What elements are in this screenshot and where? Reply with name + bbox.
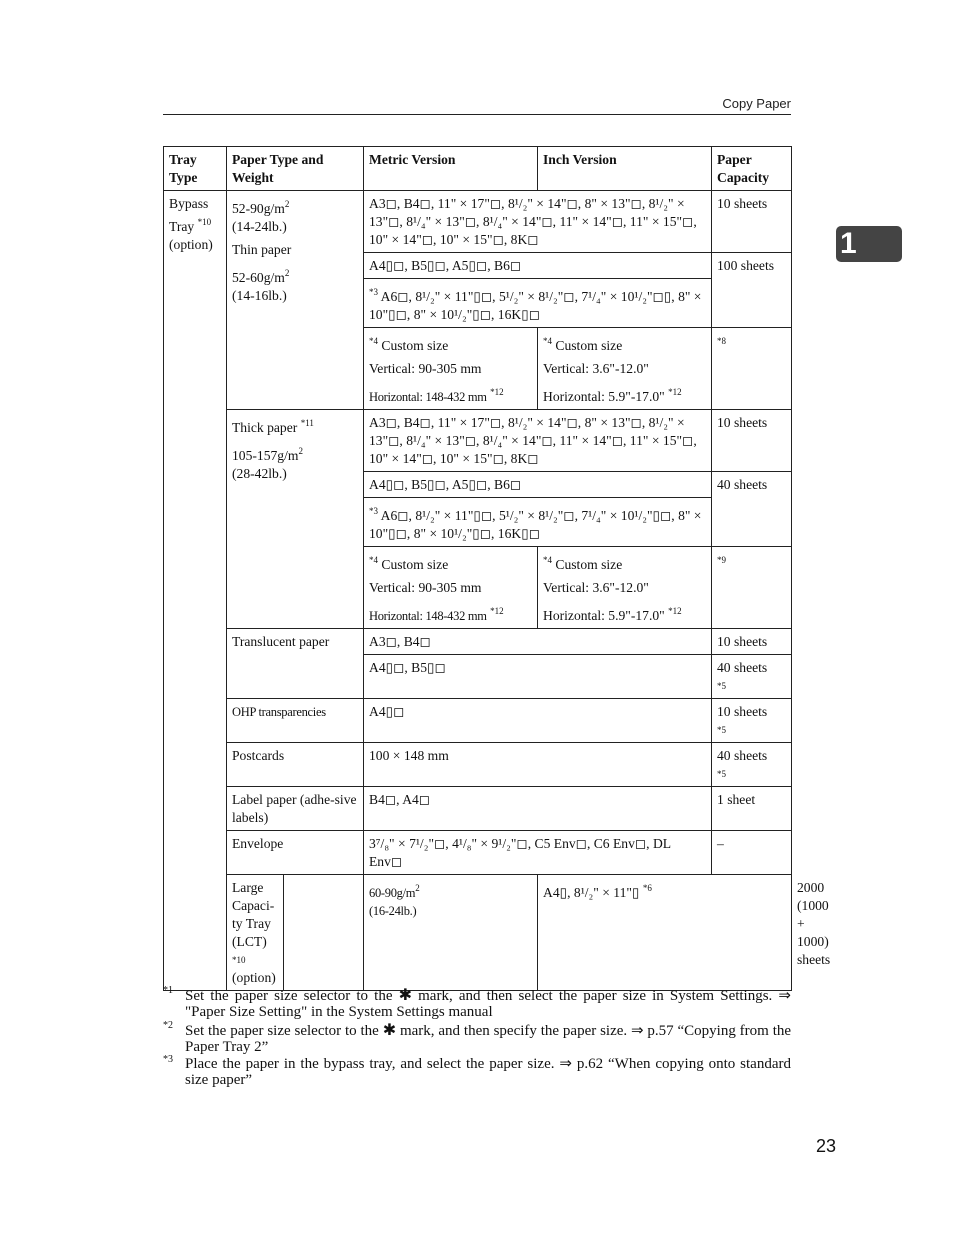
thick-custom-capacity-cell — [712, 547, 792, 629]
postcard-capacity-cell — [712, 743, 792, 787]
thick-custom-inch-horizontal: Horizontal: 5.9"-17.0" — [543, 608, 665, 623]
footnote-2-mark: *2 — [163, 1020, 173, 1031]
thick-weight: 105-157g/m — [232, 448, 299, 463]
thick-sizes-2: A4▯◻, B5▯◻, A5▯◻, B6◻ — [364, 472, 712, 498]
label-paper-capacity: 1 sheet — [712, 787, 792, 831]
table-row — [164, 831, 792, 875]
custom-metric-horizontal: Horizontal: 148-432 mm — [369, 390, 487, 404]
table-row — [164, 629, 792, 655]
header-inch: Inch Version — [538, 147, 712, 191]
postcard-capacity-note: *5 — [717, 769, 726, 779]
table-row — [164, 787, 792, 831]
thin-weight-unit: 2 — [284, 268, 290, 278]
postcard-label: Postcards — [227, 743, 364, 787]
lct-weight-cell — [364, 875, 538, 991]
plain-sizes-3-note: *3 — [369, 287, 378, 297]
plain-paper-cell — [227, 191, 364, 410]
custom-inch-horizontal: Horizontal: 5.9"-17.0" — [543, 389, 665, 404]
lct-sizes: A4▯, 8¹/₂" × 11"▯ — [543, 885, 640, 900]
thick-custom-inch-label: Custom size — [555, 557, 623, 572]
table-row — [164, 410, 792, 472]
footnote-1-text-after: mark, and then select the paper size in System Settings. ⇒ "Paper Size Setting" in the System Settings manual — [185, 988, 792, 1020]
plain-weight: 52-90g/m — [232, 201, 285, 216]
ohp-capacity: 10 sheets — [717, 704, 768, 719]
custom-inch-vertical: Vertical: 3.6"-12.0" — [543, 361, 649, 376]
envelope-sizes: 3⁷/₈" × 7¹/₂"◻, 4¹/₈" × 9¹/₂"◻, C5 Env◻, C6 Env◻, DL Env◻ — [364, 831, 712, 875]
thick-label: Thick paper — [232, 420, 298, 435]
table-row: Large Capaci-ty Tray (LCT) *10 (option) $60-90g/m^2$ (16-24lb.) A4▯, 8¹/₂" × 11"▯ $^{*6}$ 2000 (1000 + 1000) sheets — [164, 875, 792, 991]
table-header-row — [164, 147, 792, 191]
footnote-3 — [163, 1056, 791, 1088]
translucent-capacity-2: 40 sheets — [717, 660, 768, 675]
label-paper-label: Label paper (adhe-sive labels) — [227, 787, 364, 831]
bypass-tray-note: *10 — [197, 217, 212, 227]
label-paper-sizes: B4◻, A4◻ — [364, 787, 712, 831]
custom-inch-note: *4 — [543, 336, 552, 346]
plain-lb: (14-24lb.) — [232, 219, 287, 234]
thin-weight: 52-60g/m — [232, 270, 285, 285]
thick-custom-metric-vertical: Vertical: 90-305 mm — [369, 580, 482, 595]
lct-tray-cell — [227, 875, 284, 991]
custom-metric-label: Custom size — [381, 338, 449, 353]
ohp-label: OHP transparencies — [227, 699, 364, 743]
lct-weight: 60-90g/m — [369, 886, 416, 900]
header-metric: Metric Version — [364, 147, 538, 191]
lct-weight-unit: 2 — [415, 883, 420, 893]
thick-custom-metric-horizontal: Horizontal: 148-432 mm — [369, 609, 487, 623]
ohp-capacity-cell — [712, 699, 792, 743]
bypass-tray-name: Bypass Tray — [169, 196, 209, 234]
footnote-2 — [163, 1022, 791, 1055]
thick-custom-metric-label: Custom size — [381, 557, 449, 572]
translucent-capacity-2-note: *5 — [717, 681, 726, 691]
thick-weight-unit: 2 — [298, 446, 303, 456]
thick-custom-inch-note-2: *12 — [668, 606, 682, 616]
thin-label: Thin paper — [232, 242, 292, 257]
footnote-3-mark: *3 — [163, 1054, 173, 1065]
custom-inch-label: Custom size — [555, 338, 623, 353]
plain-sizes-2: A4▯◻, B5▯◻, A5▯◻, B6◻ — [364, 253, 712, 279]
plain-sizes-3: A6◻, 8¹/₂" × 11"▯◻, 5¹/₂" × 8¹/₂"◻, 7¹/₄" × 10¹/₂"◻▯, 8" × 10"▯◻, 8" × 10¹/₂"▯◻, 16K▯◻ — [369, 289, 702, 322]
lct-empty-cell — [284, 875, 364, 991]
translucent-capacity-2-cell — [712, 655, 792, 699]
footnote-2-text-before: Set the paper size selector to the — [185, 1023, 379, 1039]
custom-metric-vertical: Vertical: 90-305 mm — [369, 361, 482, 376]
footnote-2-text-after: mark, and then specify the paper size. ⇒ p.57 “Copying from the Paper Tray 2” — [185, 1023, 792, 1055]
plain-capacity: 10 sheets — [712, 191, 792, 253]
chapter-tab: 1 — [836, 226, 902, 262]
lct-tray-name: Large Capaci-ty Tray (LCT) — [232, 880, 275, 949]
table-row — [164, 743, 792, 787]
custom-inch-cell — [538, 328, 712, 410]
thick-sizes-3-note: *3 — [369, 506, 378, 516]
thick-custom-metric-note-2: *12 — [490, 606, 504, 616]
plain-sizes-3-cell — [364, 279, 712, 328]
header-paper-type: Paper Type and Weight — [227, 147, 364, 191]
thick-lb: (28-42lb.) — [232, 466, 287, 481]
table-row — [164, 191, 792, 253]
thick-custom-inch-vertical: Vertical: 3.6"-12.0" — [543, 580, 649, 595]
header-rule — [163, 114, 791, 115]
custom-inch-note-2: *12 — [668, 387, 682, 397]
table-row — [164, 699, 792, 743]
lct-tray-option: (option) — [232, 970, 276, 985]
thick-custom-metric-note: *4 — [369, 555, 378, 565]
thick-custom-metric-cell — [364, 547, 538, 629]
thick-custom-inch-note: *4 — [543, 555, 552, 565]
postcard-sizes: 100 × 148 mm — [364, 743, 712, 787]
custom-capacity-note: *8 — [717, 336, 726, 346]
page-number: 23 — [815, 1136, 836, 1156]
running-title: Copy Paper — [722, 96, 791, 111]
lct-lb: (16-24lb.) — [369, 904, 417, 918]
header-tray-type: Tray Type — [164, 147, 227, 191]
bypass-tray-option: (option) — [169, 237, 213, 252]
thick-paper-cell — [227, 410, 364, 629]
custom-metric-note: *4 — [369, 336, 378, 346]
footnote-3-text: Place the paper in the bypass tray, and select the paper size. ⇒ p.62 “When copying onto standard size paper” — [185, 1056, 791, 1088]
star-mark-icon: ✱ — [382, 1020, 397, 1039]
custom-metric-cell — [364, 328, 538, 410]
lct-sizes-cell — [538, 875, 792, 991]
lct-tray-note: *10 — [232, 955, 246, 965]
bypass-tray-cell — [164, 191, 227, 991]
postcard-capacity: 40 sheets — [717, 748, 768, 763]
plain-sizes: A3◻, B4◻, 11" × 17"◻, 8¹/₂" × 14"◻, 8" × 13"◻, 8¹/₂" × 13"◻, 8¹/₄" × 13"◻, 8¹/₄" × 14"◻, 11" × 14"◻, 11" × 15"◻, 10" × 14"◻, 10" × 15"◻, 8K◻ — [364, 191, 712, 253]
ohp-sizes: A4▯◻ — [364, 699, 712, 743]
custom-metric-note-2: *12 — [490, 387, 504, 397]
translucent-sizes: A3◻, B4◻ — [364, 629, 712, 655]
thick-sizes-3-cell — [364, 498, 712, 547]
ohp-capacity-note: *5 — [717, 725, 726, 735]
translucent-capacity: 10 sheets — [712, 629, 792, 655]
translucent-label: Translucent paper — [227, 629, 364, 699]
thick-custom-capacity-note: *9 — [717, 555, 726, 565]
custom-capacity-cell — [712, 328, 792, 410]
star-mark-icon: ✱ — [398, 985, 413, 1004]
thick-sizes: A3◻, B4◻, 11" × 17"◻, 8¹/₂" × 14"◻, 8" × 13"◻, 8¹/₂" × 13"◻, 8¹/₄" × 13"◻, 8¹/₄" × 14"◻, 11" × 14"◻, 11" × 15"◻, 10" × 14"◻, 10" × 15"◻, 8K◻ — [364, 410, 712, 472]
envelope-capacity: – — [712, 831, 792, 875]
footnote-1-text-before: Set the paper size selector to the — [185, 988, 393, 1004]
thick-capacity: 10 sheets — [712, 410, 792, 472]
thin-lb: (14-16lb.) — [232, 288, 287, 303]
plain-capacity-2: 100 sheets — [712, 253, 792, 328]
envelope-label: Envelope — [227, 831, 364, 875]
lct-sizes-note: *6 — [642, 883, 652, 893]
thick-custom-inch-cell — [538, 547, 712, 629]
footnote-1 — [163, 987, 791, 1020]
footnote-1-mark: *1 — [163, 985, 173, 996]
thick-note: *11 — [300, 418, 314, 428]
plain-weight-unit: 2 — [284, 199, 290, 209]
translucent-sizes-2: A4▯◻, B5▯◻ — [364, 655, 712, 699]
paper-spec-table — [163, 146, 831, 991]
thick-sizes-3: A6◻, 8¹/₂" × 11"▯◻, 5¹/₂" × 8¹/₂"◻, 7¹/₄" × 10¹/₂"▯◻, 8" × 10"▯◻, 8" × 10¹/₂"▯◻, 16K▯◻ — [369, 508, 702, 541]
header-capacity: Paper Capacity — [712, 147, 792, 191]
thick-capacity-2: 40 sheets — [712, 472, 792, 547]
